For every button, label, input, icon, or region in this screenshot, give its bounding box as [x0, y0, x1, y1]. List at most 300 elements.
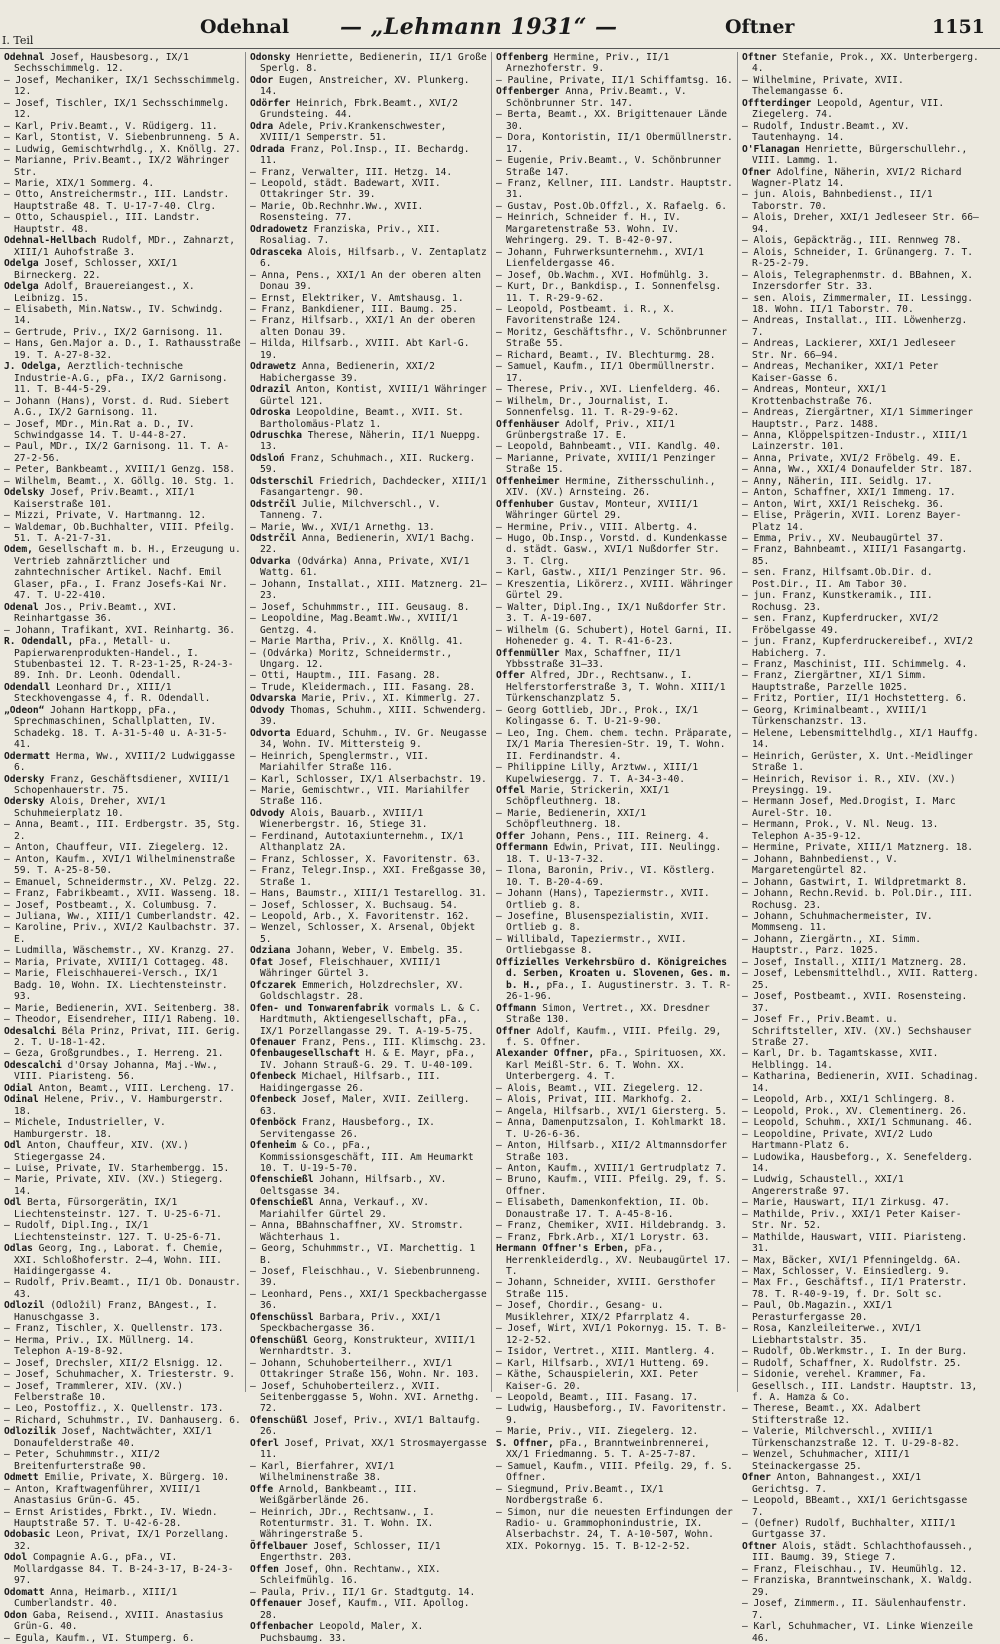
entry-text: — Josefine, Blusenspezialistin, XVII. Ortlieb g. 8.: [496, 910, 710, 934]
entry-text: — Siegmund, Priv.Beamt., IX/1 Nordbergstraße 6.: [496, 1483, 664, 1507]
entry-text: Franz, Pens., III. Klimschg. 23.: [302, 1036, 487, 1048]
entry-text: — Moritz, Geschäftsfhr., V. Schönbrunner Straße 55.: [496, 326, 728, 350]
directory-entry: [250, 728, 487, 751]
directory-entry: [496, 1174, 733, 1197]
directory-entry: [742, 1174, 980, 1197]
directory-entry: [4, 132, 241, 143]
directory-entry: [742, 98, 980, 121]
directory-entry: [250, 888, 487, 899]
entry-text: — Andreas, Mechaniker, XXI/1 Peter Kaiser-Gasse 6.: [742, 361, 939, 384]
entry-text: — Emanuel, Schneidermstr., XV. Pelzg. 22.: [4, 876, 241, 888]
directory-entry: [4, 1587, 241, 1610]
entry-text: — Johann (Hans), Tapeziermstr., XVII. Ortlieb g. 8.: [496, 888, 710, 911]
directory-entry: [4, 1117, 241, 1140]
directory-entry: [496, 453, 733, 476]
directory-entry: [4, 842, 241, 853]
directory-entry: [742, 1117, 980, 1128]
entry-text: Leopold, Agentur, VII. Ziegelerg. 74.: [752, 97, 945, 121]
directory-entry: [496, 178, 733, 201]
entry-text: — Elise, Prägerin, XVII. Lorenz Bayer-Platz 14.: [742, 510, 962, 533]
directory-entry: [250, 1335, 487, 1358]
entry-text: — Johann, Schuhmachermeister, IV. Mommseng. 11.: [742, 910, 933, 934]
entry-name: Offenauer: [250, 1598, 302, 1610]
entry-name: Ofczarek: [250, 979, 297, 991]
directory-entry: [4, 178, 241, 189]
directory-entry: [4, 544, 241, 601]
directory-entry: [496, 1438, 733, 1461]
directory-entry: [496, 522, 733, 533]
entry-text: Max, Schaffner, II/1 Ybbsstraße 31—33.: [506, 647, 681, 671]
directory-entry: [742, 1255, 980, 1266]
entry-name: Odelsky: [4, 487, 45, 499]
entry-text: pFa., Branntweinbrennerei, XX/1 Friedmanng. 5. T. A-25-7-87.: [506, 1437, 710, 1461]
directory-entry: [4, 819, 241, 842]
entry-text: — Anna, Pens., XXI/1 An der oberen alten Donau 39.: [250, 269, 482, 293]
entry-text: — Walter, Dipl.Ing., IX/1 Nußdorfer Str. 3. T. A-19-607.: [496, 601, 728, 625]
directory-entry: [250, 613, 487, 636]
directory-entry: [250, 304, 487, 315]
directory-entry: [4, 945, 241, 956]
entry-text: — Johann, Rechn.Revid. b. Pol.Dir., III. Rochusg. 23.: [742, 888, 974, 911]
directory-entry: [250, 75, 487, 98]
directory-entry: [4, 258, 241, 281]
directory-entry: [4, 1140, 241, 1163]
entry-text: — Otto, Schauspiel., III. Landstr. Hauptstr. 48.: [4, 212, 201, 235]
entry-name: Oferl: [250, 1437, 279, 1449]
entry-name: Offterdinger: [742, 97, 812, 109]
directory-entry: [742, 590, 980, 613]
directory-entry: [250, 579, 487, 602]
directory-entry: [742, 968, 980, 991]
directory-entry: [250, 121, 487, 144]
directory-entry: [4, 476, 241, 487]
directory-entry: [4, 212, 241, 235]
entry-name: Odvorta: [250, 727, 291, 739]
directory-entry: [742, 934, 980, 957]
entry-text: Josef, Kaufm., VII. Apollog. 28.: [260, 1598, 470, 1621]
entry-text: (Odvárka) Anna, Private, XVI/1 Wattg. 61.: [260, 555, 470, 579]
entry-text: — Karl, Schlosser, IX/1 Alserbachstr. 19.: [250, 773, 487, 785]
entry-text: — Franz, Bahnbeamt., XIII/1 Fasangartg. 85.: [742, 544, 968, 567]
directory-columns: [0, 52, 1000, 1644]
entry-text: — Josef, Chordir., Gesang- u. Musiklehrer, XIX/2 Pfarrplatz 4.: [496, 1300, 691, 1323]
page-header: [0, 10, 1000, 46]
entry-text: — Dora, Kontoristin, II/1 Obermüllnerstr. 17.: [496, 132, 733, 155]
directory-entry: [742, 854, 980, 877]
directory-entry: [4, 1197, 241, 1220]
entry-name: Hermann Offner's Erben,: [496, 1243, 629, 1255]
entry-text: Michael, Hilfsarb., III. Haidingergasse 26.: [260, 1071, 441, 1094]
directory-entry: [4, 774, 241, 797]
directory-entry: [496, 533, 733, 567]
entry-text: — Anton, Kaufm., XVIII/1 Gertrudplatz 7.: [496, 1162, 728, 1174]
entry-text: — (Odvárka) Moritz, Schneidermstr., Ungarg. 12.: [250, 647, 453, 671]
directory-entry: [742, 510, 980, 533]
entry-name: Odörfer: [250, 97, 291, 109]
directory-entry: [496, 957, 733, 1003]
entry-text: — Leopold, Arb., X. Favoritenstr. 162.: [250, 910, 470, 922]
directory-entry: [496, 1232, 733, 1243]
directory-entry: [496, 201, 733, 212]
directory-entry: [250, 407, 487, 430]
directory-entry: [742, 1152, 980, 1175]
directory-entry: [742, 1014, 980, 1048]
directory-entry: [496, 1369, 733, 1392]
directory-entry: [742, 693, 980, 704]
entry-text: Josef, Maler, XVII. Zeillerg. 63.: [260, 1094, 470, 1117]
entry-text: — Josef, Postbeamt., XVII. Rosensteing. 37.: [742, 991, 968, 1014]
directory-entry: [742, 1449, 980, 1472]
directory-entry: [250, 670, 487, 681]
directory-entry: [496, 728, 733, 762]
entry-text: Rudolf, MDr., Zahnarzt, XIII/1 Auhofstraße 3.: [14, 235, 236, 258]
entry-text: — Franz, Verwalter, III. Hetzg. 14.: [250, 166, 453, 178]
directory-entry: [742, 453, 980, 464]
directory-entry: [4, 682, 241, 705]
entry-text: — Josef, Zimmerm., II. Säulenhaufenstr. 7.: [742, 1598, 968, 1621]
entry-text: — Josef, Lebensmittelhdl., XVII. Ratterg. 25.: [742, 968, 979, 991]
directory-entry: [742, 464, 980, 475]
entry-text: Anton, Kontist, XVIII/1 Währinger Gürtel 121.: [260, 384, 487, 407]
directory-entry: [742, 247, 980, 270]
entry-text: Anna, Bedienerin, XVI/1 Bachg. 22.: [260, 533, 476, 556]
entry-text: — Rosa, Kanzleileiterwe., XVI/1 Liebhartstalstr. 35.: [742, 1323, 922, 1346]
directory-entry: [250, 167, 487, 178]
entry-name: Odl: [4, 1197, 22, 1209]
entry-text: — Hans, Baumstr., XIII/1 Testarellog. 31.: [250, 888, 487, 900]
directory-entry: [250, 980, 487, 1003]
entry-name: Odl: [4, 1140, 22, 1152]
directory-entry: [742, 1426, 980, 1449]
entry-text: — Wilhelm, Dr., Journalist, I. Sonnenfelsg. 11. T. R-29-9-62.: [496, 395, 680, 419]
directory-entry: [742, 1518, 980, 1541]
directory-entry: [742, 613, 980, 636]
entry-text: Arnold, Bankbeamt., III. Weißgärberlände 26.: [260, 1483, 418, 1507]
entry-name: Odesalchi: [4, 1025, 56, 1037]
directory-entry: [496, 499, 733, 522]
directory-entry: [742, 1266, 980, 1277]
entry-text: — Wilhelm (G. Schubert), Hotel Garni, II. Hoheneder g. 4. T. R-41-6-23.: [496, 624, 733, 648]
directory-entry: [742, 52, 980, 75]
directory-entry: [742, 75, 980, 98]
entry-text: Aerztlich-technische Industrie-A.G., pFa., IX/2 Garnisong. 11. T. B-44-5-29.: [14, 361, 228, 396]
directory-entry: [496, 1094, 733, 1105]
entry-text: — Rudolf, Dipl.Ing., IX/1 Liechtensteinstr. 127. T. U-25-6-71.: [4, 1220, 222, 1243]
entry-text: Josef, Fleischhauer, XVIII/1 Währinger Gürtel 3.: [260, 956, 441, 980]
directory-entry: [4, 888, 241, 899]
entry-text: Alfred, JDr., Rechtsanw., I. Helferstorferstraße 3, T. Wohn. XIII/1 Türkenschanzplatz 5.: [506, 670, 726, 705]
directory-entry: [4, 235, 241, 258]
entry-text: — Ludwig, Hausbeforg., IV. Favoritenstr. 9.: [496, 1403, 728, 1426]
directory-entry: [742, 212, 980, 235]
entry-text: Barbara, Priv., XXI/1 Speckbachergasse 36.: [260, 1311, 441, 1335]
entry-name: Odroska: [250, 407, 291, 419]
entry-text: — Leopold, Prok., XV. Clementinerg. 26.: [742, 1105, 968, 1117]
entry-text: — Anton, Hilfsarb., XII/2 Altmannsdorfer Straße 103.: [496, 1140, 728, 1163]
entry-text: Simon, Vertret., XX. Dresdner Straße 130.: [506, 1002, 710, 1026]
entry-text: — Marie, Private, XIV. (XV.) Stiegerg. 14.: [4, 1174, 224, 1197]
directory-entry: [496, 705, 733, 728]
directory-entry: [4, 900, 241, 911]
entry-text: — (Oefner) Rudolf, Buchhalter, XIII/1 Gurtgasse 37.: [742, 1518, 956, 1541]
directory-entry: [742, 499, 980, 510]
entry-name: Odrawetz: [250, 361, 297, 373]
entry-text: — Theodor, Eisendreher, III/1 Rabeng. 10.: [4, 1014, 241, 1026]
directory-entry: [496, 1392, 733, 1403]
directory-entry: [496, 86, 733, 109]
directory-entry: [250, 1541, 487, 1564]
directory-entry: [742, 167, 980, 190]
column-2: [246, 52, 492, 1644]
entry-text: — Egula, Kaufm., VI. Stumperg. 6.: [4, 1632, 195, 1644]
directory-entry: [496, 934, 733, 957]
entry-text: — Therese, Priv., XVI. Lienfelderg. 46.: [496, 384, 722, 396]
entry-name: Odehnal: [4, 52, 45, 63]
entry-text: — Leopold, Bahnbeamt., VII. Kandlg. 40.: [496, 441, 722, 453]
entry-text: — Heinrich, JDr., Rechtsanw., I. Rotenturmstr. 31. T. Wohn. IX. Währingerstraße 5.: [250, 1506, 435, 1541]
directory-entry: [4, 281, 241, 304]
directory-entry: [250, 1484, 487, 1507]
directory-entry: [496, 155, 733, 178]
directory-entry: [250, 785, 487, 808]
entry-text: Emilie, Private, X. Bürgerg. 10.: [44, 1472, 230, 1484]
entry-text: Georg, Ing., Laborat. f. Chemie, XXI. Schloßhoferstr. 2—4, Wohn. III. Haidingergasse 4.: [14, 1243, 224, 1278]
entry-text: — Leopold, städt. Badewart, XVII. Ottakringer Str. 39.: [250, 177, 441, 201]
directory-entry: [4, 1048, 241, 1059]
entry-name: Odvody: [250, 807, 285, 819]
entry-name: Odrasceka: [250, 246, 302, 258]
entry-text: Jos., Priv.Beamt., XVI. Reinhartgasse 36.: [14, 601, 178, 625]
directory-entry: [250, 144, 487, 167]
entry-text: — Karl, Stontist, V. Siebenbrunneng. 5 A.: [4, 132, 241, 144]
entry-text: — Geza, Großgrundbes., I. Herreng. 21.: [4, 1048, 224, 1060]
directory-entry: [250, 361, 487, 384]
entry-text: Adolf, Priv., XII/1 Grünbergstraße 17. E.: [506, 418, 676, 441]
entry-text: Josef, Priv., XVI/1 Baltaufg. 26.: [260, 1414, 482, 1438]
directory-entry: [250, 1140, 487, 1174]
directory-entry: [250, 602, 487, 613]
entry-name: Odomatt: [4, 1586, 45, 1598]
directory-entry: [4, 796, 241, 819]
directory-entry: [250, 922, 487, 945]
entry-name: Oftner: [742, 52, 777, 63]
directory-entry: [742, 1598, 980, 1621]
entry-text: — Wilhelm, Beamt., X. Göllg. 10. Stg. 1.: [4, 475, 236, 487]
directory-entry: [742, 796, 980, 819]
entry-text: Johann, Hilfsarb., XV. Oeltsgasse 34.: [260, 1174, 447, 1197]
entry-text: Alois, Dreher, XVI/1 Schuhmeierplatz 10.: [14, 796, 166, 819]
directory-entry: [4, 327, 241, 338]
entry-text: Josef, Schlosser, XXI/1 Birneckerg. 22.: [14, 258, 178, 281]
entry-text: — Mizzi, Private, V. Hartmanng. 12.: [4, 510, 207, 522]
directory-entry: [250, 911, 487, 922]
entry-name: Odlozilik: [4, 1426, 56, 1438]
entry-text: — Hugo, Ob.Insp., Vorstd. d. Kundenkasse d. städt. Gasw., XVI/1 Nußdorfer Str. 3. T. Clrg.: [496, 533, 728, 567]
directory-entry: [496, 1358, 733, 1369]
directory-entry: [742, 476, 980, 487]
directory-entry: [250, 808, 487, 831]
directory-entry: [742, 888, 980, 911]
directory-entry: [742, 1197, 980, 1208]
entry-text: — Karoline, Priv., XVI/2 Kaulbachstr. 37. E.: [4, 922, 241, 945]
entry-text: — Kurt, Dr., Bankdisp., I. Sonnenfelsg. 11. T. R-29-9-62.: [496, 281, 722, 304]
entry-text: — Anny, Näherin, III. Seidlg. 17.: [742, 475, 933, 487]
directory-entry: [4, 98, 241, 121]
entry-text: — Katharina, Bedienerin, XVII. Schadinag. 14.: [742, 1071, 979, 1094]
entry-text: Hermine, Priv., II/1 Arnezhoferstr. 9.: [506, 52, 670, 75]
entry-name: Offenmüller: [496, 647, 560, 659]
entry-text: Leon, Privat, IX/1 Porzellang. 32.: [14, 1529, 230, 1552]
entry-text: — Marie, Bedienerin, XVI. Seitenberg. 38.: [4, 1002, 241, 1014]
entry-text: Eduard, Schuhm., IV. Gr. Neugasse 34, Wohn. IV. Mittersteig 9.: [260, 727, 487, 751]
directory-entry: [4, 361, 241, 395]
entry-text: — Josef, Schlosser, X. Buchsaug. 54.: [250, 899, 458, 911]
entry-text: — Franz, Kellner, III. Landstr. Hauptstr. 31.: [496, 177, 733, 201]
directory-entry: [250, 831, 487, 854]
directory-entry: [496, 1461, 733, 1484]
entry-name: Odziana: [250, 945, 291, 957]
directory-entry: [496, 350, 733, 361]
directory-entry: [496, 1083, 733, 1094]
entry-name: Odelga: [4, 258, 39, 270]
directory-entry: [496, 132, 733, 155]
entry-text: — Josef, Tischler, IX/1 Sechsschimmelg. 12.: [4, 97, 230, 121]
entry-text: pFa., Metall- u. Papierwarenprodukten-Handel., I. Stubenbastei 12. T. R-23-1-25, R-24-3-89. Inh. Dr. Leonh. Odendall.: [14, 636, 234, 682]
entry-text: Franz, Schuhmach., XII. Ruckerg. 59.: [260, 452, 476, 476]
entry-text: Gustav, Monteur, XVIII/1 Währinger Gürtel 29.: [506, 498, 699, 522]
directory-entry: [742, 1564, 980, 1575]
entry-text: Therese, Näherin, II/1 Nueppg. 13.: [260, 429, 482, 453]
directory-entry: [250, 384, 487, 407]
directory-entry: [496, 109, 733, 132]
entry-text: — Hermine, Priv., VIII. Albertg. 4.: [496, 521, 699, 533]
entry-text: — Alois, Beamt., VII. Ziegelerg. 12.: [496, 1082, 704, 1094]
directory-entry: [250, 1037, 487, 1048]
directory-entry: [4, 1426, 241, 1449]
entry-text: Leonhard Dr., XIII/1 Steckhovengasse 4, f. R. Odendall.: [14, 681, 211, 705]
directory-entry: [742, 1621, 980, 1644]
entry-text: Josef, Schlosser, II/1 Engerthstr. 203.: [260, 1540, 441, 1564]
page-number: 1151: [932, 16, 985, 38]
directory-entry: [250, 499, 487, 522]
directory-entry: [742, 991, 980, 1014]
entry-text: — Waldemar, Ob.Buchhalter, VIII. Pfeilg. 51. T. A-21-7-31.: [4, 521, 236, 545]
directory-entry: [4, 1507, 241, 1530]
directory-entry: [496, 831, 733, 842]
entry-text: — Karl, Hilfsarb., XVI/1 Hutteng. 69.: [496, 1357, 710, 1369]
entry-text: — Rudolf, Schaffner, X. Rudolfstr. 25.: [742, 1357, 962, 1369]
directory-entry: [742, 1129, 980, 1152]
directory-entry: [4, 1243, 241, 1277]
entry-name: Odradowetz: [250, 223, 308, 235]
entry-text: — Andreas, Lackierer, XXI/1 Jedleseer Str. Nr. 66—94.: [742, 338, 956, 361]
directory-entry: [250, 705, 487, 728]
directory-entry: [4, 155, 241, 178]
directory-entry: [4, 1220, 241, 1243]
entry-text: Hermine, Zithersschulinh., XIV. (XV.) Arnsteing. 26.: [506, 475, 716, 499]
entry-text: — Wenzel, Schuhmacher, XIII/1 Steinackergasse 25.: [742, 1449, 910, 1472]
directory-entry: [4, 189, 241, 212]
entry-text: — Willibald, Tapeziermstr., XVII. Ortliebgasse 8.: [496, 933, 687, 957]
directory-entry: [250, 648, 487, 671]
entry-text: — Franz, Chemiker, XVII. Hildebrandg. 3.: [496, 1220, 728, 1232]
directory-entry: [742, 705, 980, 728]
entry-name: Odersky: [4, 796, 45, 808]
directory-entry: [4, 487, 241, 510]
entry-text: — Franz, Tischler, X. Quellenstr. 173.: [4, 1323, 224, 1335]
entry-text: Anton, Bahnangest., XXI/1 Gerichtsg. 7.: [752, 1472, 922, 1495]
entry-text: — Mathilde, Hauswart, VIII. Piaristeng. 31.: [742, 1231, 968, 1255]
entry-name: J. Odelga,: [4, 361, 62, 373]
entry-text: — Gertrude, Priv., IX/2 Garnisong. 11.: [4, 326, 224, 338]
directory-entry: [742, 1300, 980, 1323]
entry-name: Offe: [250, 1483, 274, 1495]
entry-name: Odruschka: [250, 429, 302, 441]
entry-text: Adolfine, Näherin, XVI/2 Richard Wagner-Platz 14.: [752, 166, 962, 189]
entry-name: Offmann: [496, 1002, 537, 1014]
entry-text: — Marie Martha, Priv., X. Knöllg. 41.: [250, 636, 464, 648]
entry-name: R. Odendall,: [4, 636, 74, 648]
entry-text: Eugen, Anstreicher, XV. Plunkerg. 14.: [260, 74, 470, 98]
directory-entry: [250, 533, 487, 556]
entry-text: Béla Prinz, Privat, III. Gerig. 2. T. U-18-1-42.: [14, 1025, 241, 1048]
entry-text: — Leopoldine, Private, XVI/2 Ludo Hartmann-Platz 6.: [742, 1128, 933, 1152]
entry-text: — Josef, Drechsler, XII/2 Elsnigg. 12.: [4, 1357, 224, 1369]
entry-text: — Leopold, BBeamt., XXI/1 Gerichtsgasse 7.: [742, 1495, 968, 1518]
directory-entry: [4, 121, 241, 132]
entry-text: — Helene, Lebensmittelhdlg., XI/1 Hauffg. 14.: [742, 727, 979, 751]
entry-name: Ofenschüßl: [250, 1414, 308, 1426]
entry-text: — Pauline, Private, II/1 Schiffamtsg. 16.: [496, 74, 733, 86]
column-1: [0, 52, 246, 1644]
header-rule: [0, 48, 1000, 49]
entry-text: Josef, Nachtwächter, XXI/1 Donaufelderstraße 40.: [14, 1426, 212, 1449]
entry-text: Adele, Priv.Krankenschwester, XVIII/1 Semperstr. 51.: [260, 120, 447, 144]
directory-entry: [250, 315, 487, 338]
directory-entry: [250, 1266, 487, 1289]
directory-entry: [4, 751, 241, 774]
directory-entry: [4, 922, 241, 945]
column-4: [738, 52, 984, 1644]
directory-entry: [742, 1495, 980, 1518]
directory-entry: [250, 751, 487, 774]
directory-entry: [496, 1220, 733, 1231]
entry-text: — Josef, Fleischhau., V. Siebenbrunneng. 39.: [250, 1266, 482, 1289]
entry-text: — Juliana, Ww., XIII/1 Cumberlandstr. 42.: [4, 910, 241, 922]
directory-entry: [4, 441, 241, 464]
entry-text: Adolf, Kaufm., VIII. Pfeilg. 29, f. S. Offner.: [506, 1025, 722, 1048]
entry-text: — Marie, Bedienerin, XXI/1 Schöpfleuthnerg. 18.: [496, 807, 647, 831]
entry-text: — Johann (Hans), Vorst. d. Rud. Siebert A.G., IX/2 Garnisong. 11.: [4, 395, 230, 419]
entry-text: — Philippine Lilly, Arztww., XIII/1 Kupelwiesergg. 7. T. A-34-3-40.: [496, 762, 699, 785]
entry-text: — Paula, Priv., II/1 Gr. Stadtgutg. 14.: [250, 1586, 476, 1598]
directory-entry: [742, 751, 980, 774]
entry-text: — Anna, Klöppelspitzen-Industr., XIII/1 Lainzerstr. 101.: [742, 429, 968, 453]
entry-text: — Josef, Wirt, XVI/1 Pokornyg. 15. T. B-12-2-52.: [496, 1323, 728, 1346]
entry-text: Friedrich, Dachdecker, XIII/1 Fasangartengr. 90.: [260, 475, 487, 499]
entry-text: — Paul, Ob.Magazin., XXI/1 Perasturfergasse 20.: [742, 1300, 893, 1323]
entry-text: — Rudolf, Priv.Beamt., II/1 Ob. Donaustr. 43.: [4, 1277, 241, 1300]
directory-entry: [4, 1369, 241, 1380]
directory-entry: [496, 808, 733, 831]
directory-entry: [496, 1117, 733, 1140]
entry-text: — Leopold, Arb., XXI/1 Schlingerg. 8.: [742, 1094, 956, 1106]
directory-entry: [250, 865, 487, 888]
entry-text: Compagnie A.G., pFa., VI. Mollardgasse 84. T. B-24-3-17, B-24-3-97.: [14, 1552, 234, 1587]
entry-text: Franz, Geschäftsdiener, XVIII/1 Schopenhauerstr. 75.: [14, 773, 230, 796]
entry-text: — Leo, Postoffiz., X. Quellenstr. 173.: [4, 1403, 224, 1415]
entry-text: — Franz, Fabrikbeamt., XVII. Wasseng. 18.: [4, 888, 241, 900]
